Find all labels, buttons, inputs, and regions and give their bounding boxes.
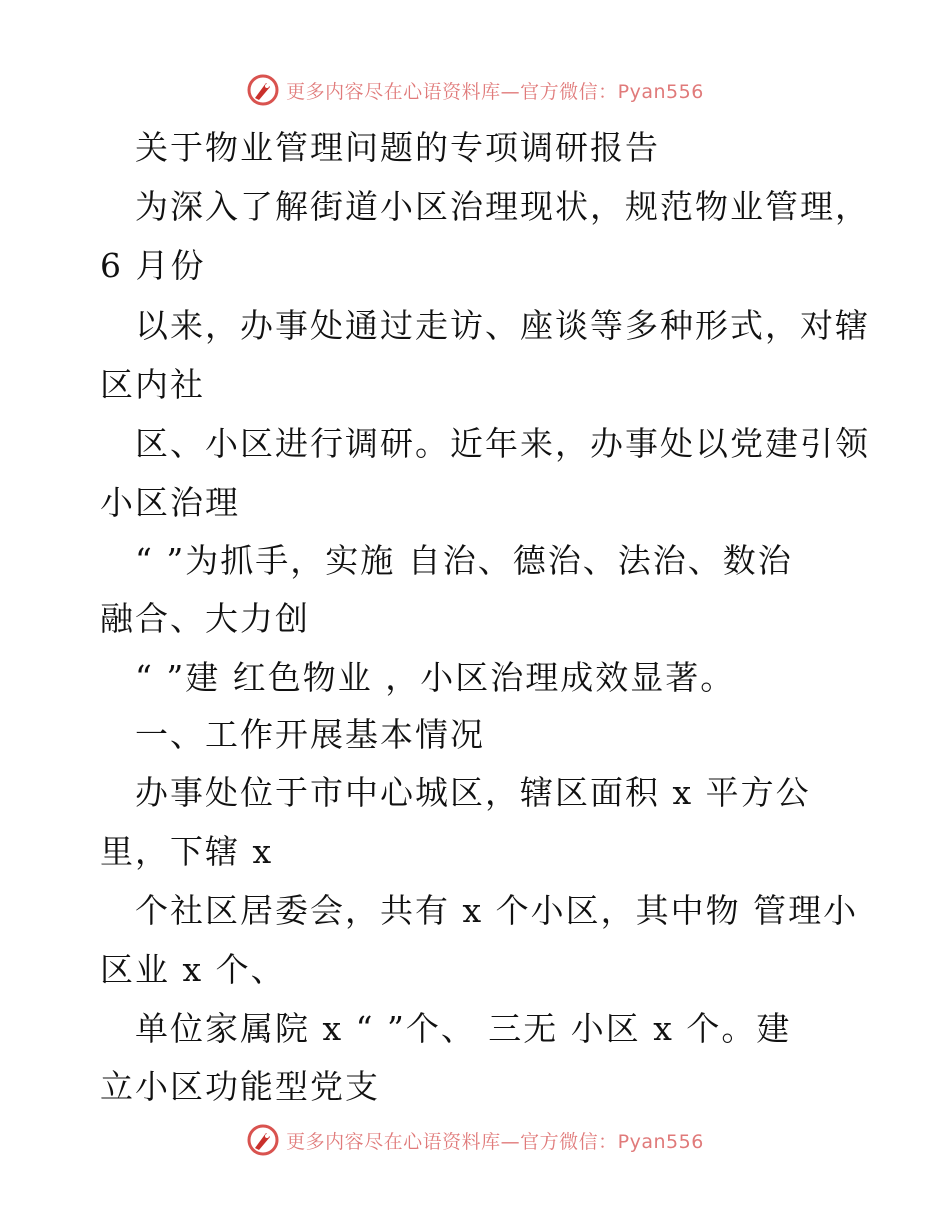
paragraph-line: “ ”建 红色物业 ，小区治理成效显著。: [135, 658, 736, 697]
paragraph-line: 区业 x 个、: [100, 950, 286, 989]
paragraph-line: 立小区功能型党支: [100, 1067, 380, 1106]
paragraph-line: 小区治理: [100, 483, 240, 522]
pen-nib-logo-icon: [246, 73, 280, 107]
watermark-text: 更多内容尽在心语资料库—官方微信：Pyan556: [286, 1130, 704, 1153]
watermark-text: 更多内容尽在心语资料库—官方微信：Pyan556: [286, 80, 704, 103]
paragraph-line: 融合、大力创: [100, 599, 310, 638]
header-watermark: [0, 70, 950, 110]
paragraph-line: 6 月份: [100, 246, 206, 285]
section-heading: 一、工作开展基本情况: [135, 715, 485, 754]
paragraph-line: 办事处位于市中心城区，辖区面积 x 平方公: [135, 773, 811, 812]
paragraph-line: 以来，办事处通过走访、座谈等多种形式，对辖: [135, 306, 870, 345]
paragraph-line: 区内社: [100, 365, 205, 404]
document-title: 关于物业管理问题的专项调研报告: [135, 128, 660, 167]
footer-watermark: [0, 1120, 950, 1160]
paragraph-line: 单位家属院 x “ ”个、 三无 小区 x 个。建: [135, 1009, 792, 1048]
pen-nib-logo-icon: [246, 1123, 280, 1157]
paragraph-line: 为深入了解街道小区治理现状，规范物业管理，: [135, 187, 870, 226]
paragraph-line: “ ”为抓手，实施 自治、德治、法治、数治: [135, 541, 793, 580]
paragraph-line: 个社区居委会，共有 x 个小区，其中物 管理小: [135, 891, 859, 930]
paragraph-line: 里，下辖 x: [100, 832, 274, 871]
paragraph-line: 区、小区进行调研。近年来，办事处以党建引领: [135, 424, 870, 463]
